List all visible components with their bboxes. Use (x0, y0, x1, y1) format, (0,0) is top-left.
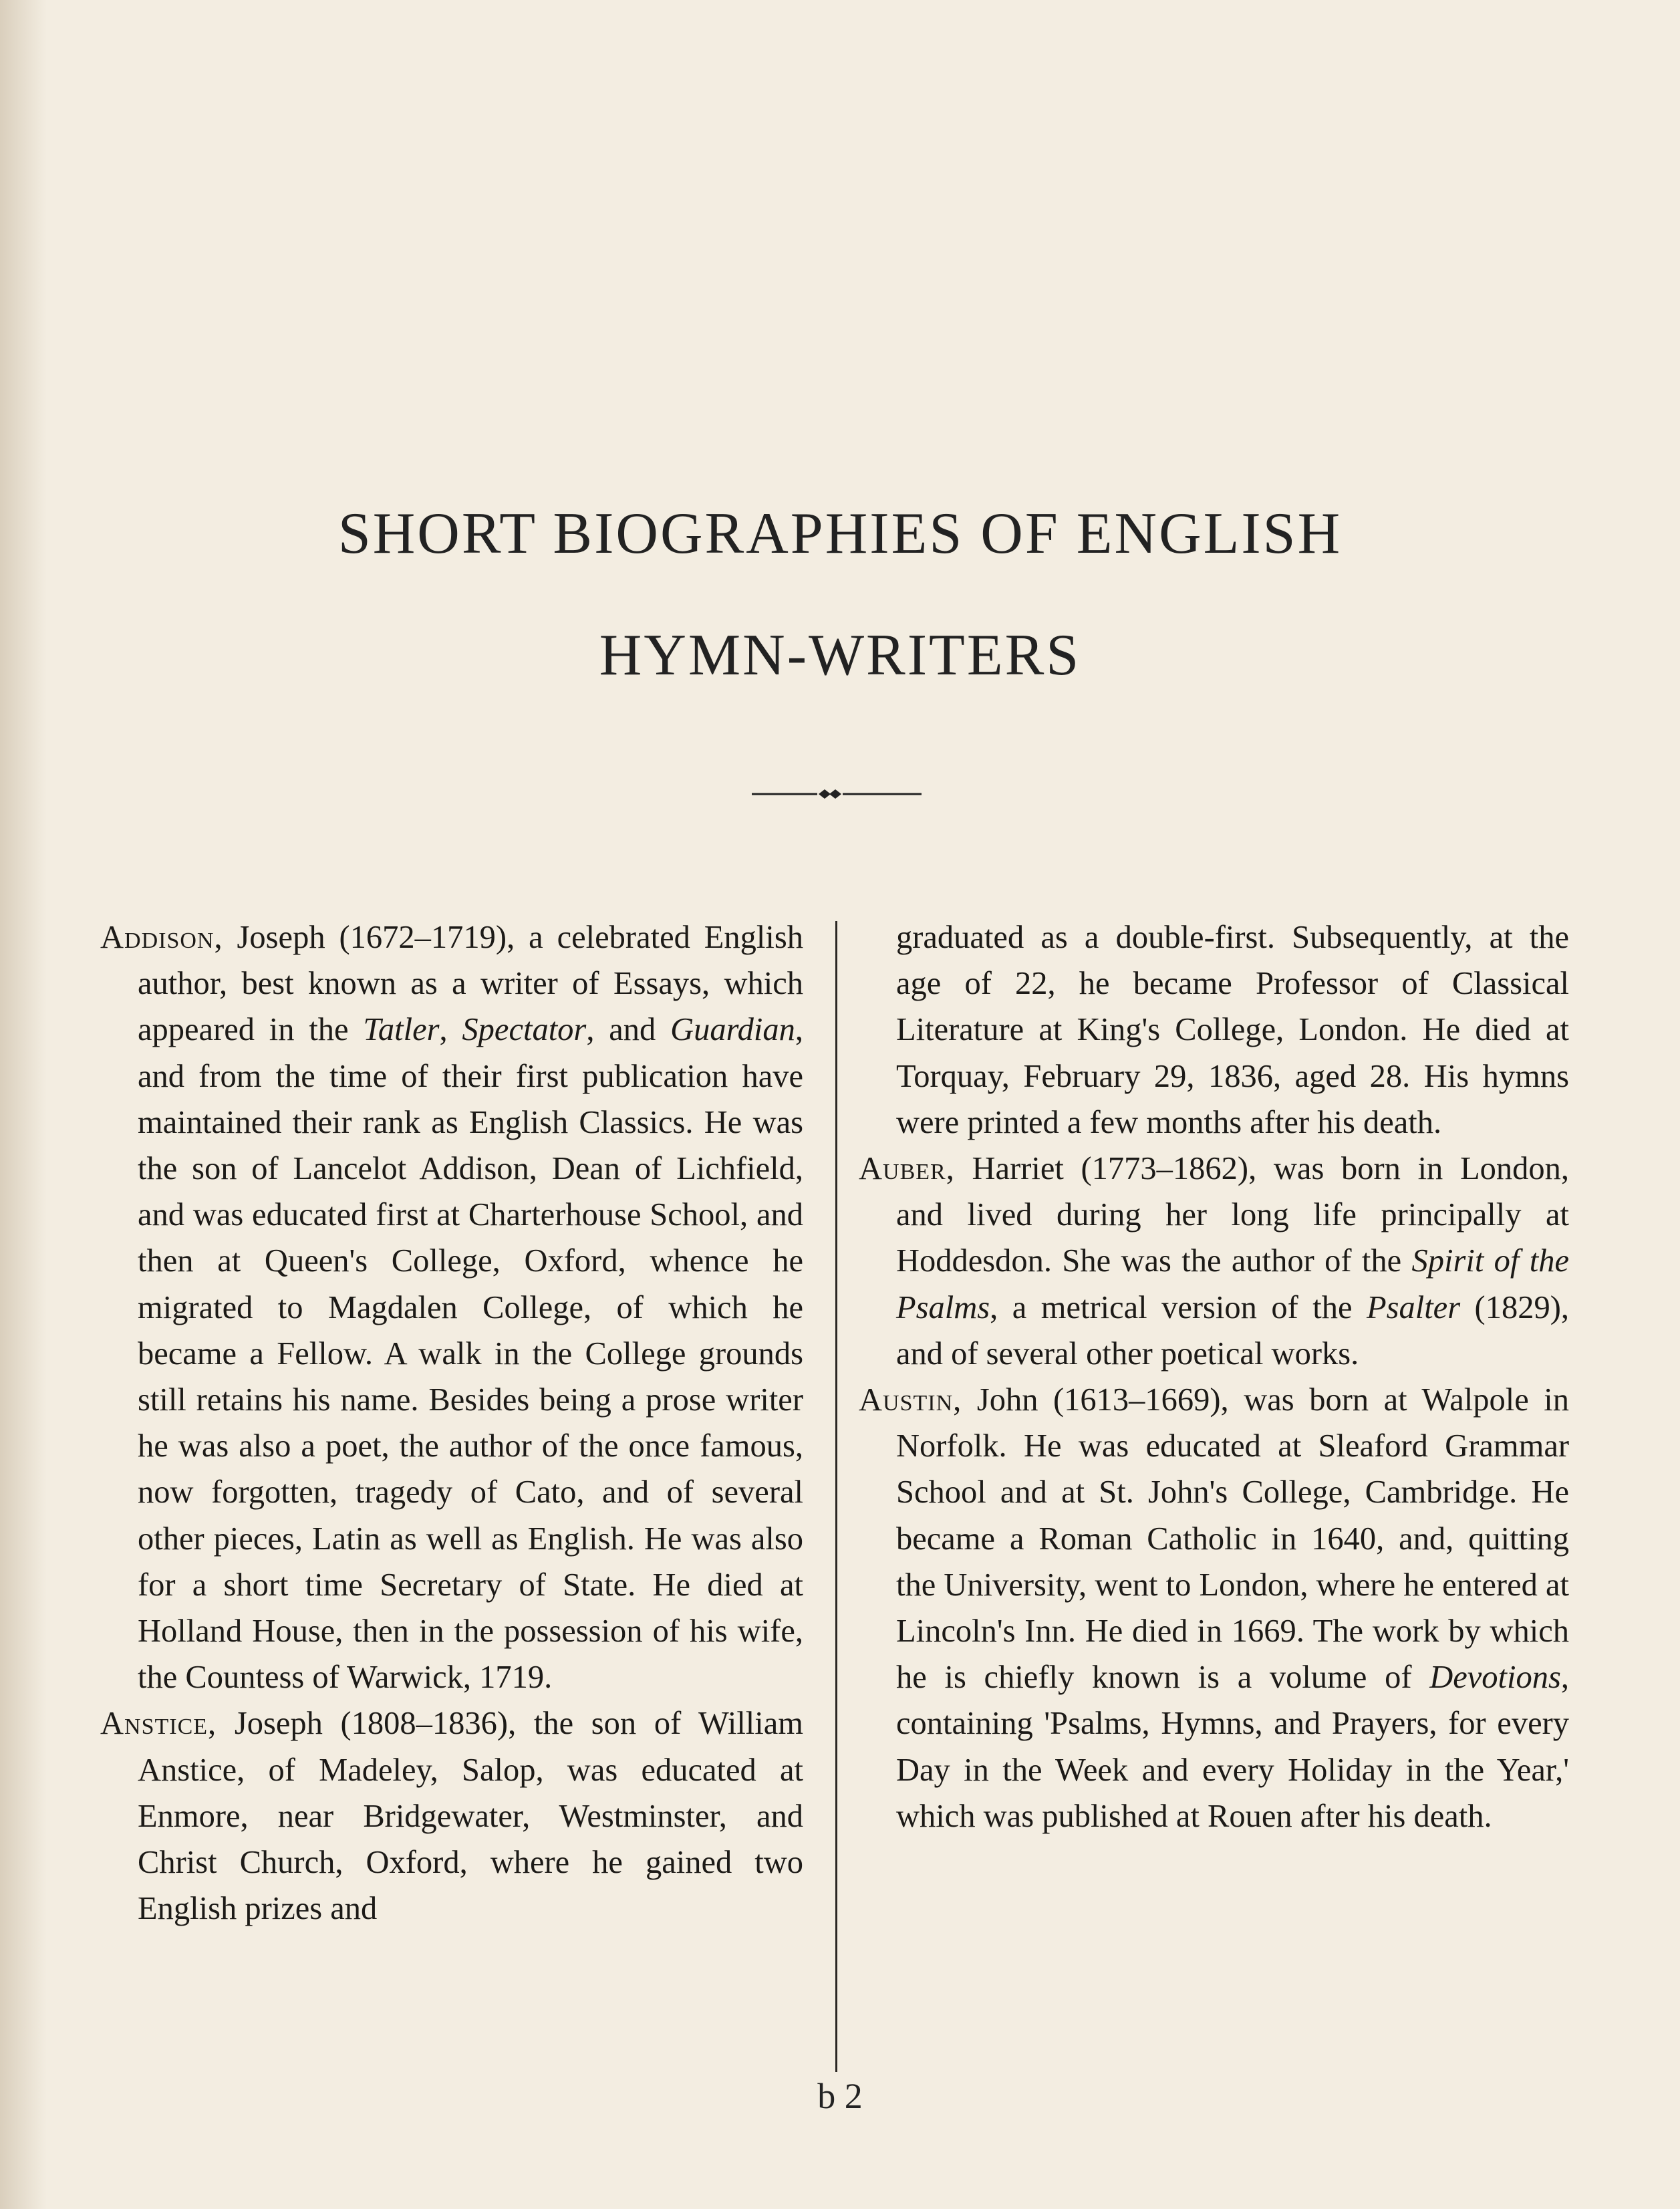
ornamental-rule (752, 787, 922, 801)
page-edge-shadow (0, 0, 47, 2209)
italic-title: Spectator (462, 1012, 587, 1048)
entry-surname: Addison, (100, 920, 223, 955)
entry-body: Harriet (1773–1862), was born in London, and lived during her long life principally at Hoddesdon. She was the author of the Spirit of the Psalms, a metrical version of the Psalter (1829), and of several other poetical works. (896, 1151, 1569, 1372)
right-column (859, 914, 1569, 1839)
page-title-line-2: HYMN-WRITERS (599, 623, 1081, 688)
page-title-line-1: SHORT BIOGRAPHIES OF ENGLISH (337, 501, 1343, 566)
entry-anstice-continued: graduated as a double-first. Subsequently, at the age of 22, he became Professor of Classical Literature at King's College, London. He died at Torquay, February 29, 1836, aged 28. His hymns were printed a few months after his death. (896, 920, 1569, 1140)
column-divider (835, 921, 837, 2072)
entry-addison (100, 914, 803, 1700)
entry-anstice (100, 1700, 803, 1932)
italic-title: Psalter (1366, 1289, 1461, 1325)
entry-surname: Auber, (859, 1151, 955, 1187)
entry-surname: Austin, (859, 1382, 962, 1418)
entry-surname: Anstice, (100, 1706, 217, 1742)
entry-body: Joseph (1808–1836), the son of William Anstice, of Madeley, Salop, was educated at Enmore, near Bridgewater, Westminster, and Christ Church, Oxford, where he gained two English prizes and (138, 1706, 803, 1927)
italic-title: Tatler (363, 1012, 440, 1048)
entry-body: John (1613–1669), was born at Walpole in Norfolk. He was educated at Sleaford Grammar School and at St. John's College, Cambridge. He became a Roman Catholic in 1640, and, quitting the University, went to London, where he entered at Lincoln's Inn. He died in 1669. The work by which he is chiefly known is a volume of Devotions, containing 'Psalms, Hymns, and Prayers, for every Day in the Week and every Holiday in the Year,' which was published at Rouen after his death. (896, 1382, 1569, 1834)
left-column (100, 914, 803, 1932)
italic-title: Guardian (670, 1012, 795, 1048)
entry-body: Joseph (1672–1719), a celebrated English author, best known as a writer of Essays, which appeared in the Tatler, Spectator, and Guardian, and from the time of their first publication have maintained their rank as English Classics. He was the son of Lancelot Addison, Dean of Lichfield, and was educated first at Charterhouse School, and then at Queen's College, Oxford, whence he migrated to Magdalen College, of which he became a Fellow. A walk in the College grounds still retains his name. Besides being a prose writer he was also a poet, the author of the once famous, now forgotten, tragedy of Cato, and of several other pieces, Latin as well as English. He was also for a short time Secretary of State. He died at Holland House, then in the possession of his wife, the Countess of Warwick, 1719. (138, 920, 804, 1696)
italic-title: Devotions (1429, 1660, 1561, 1696)
entry-auber (859, 1146, 1569, 1377)
italic-title: Spirit of the Psalms (896, 1243, 1569, 1325)
signature-mark: b 2 (817, 2076, 863, 2116)
entry-austin (859, 1377, 1569, 1839)
